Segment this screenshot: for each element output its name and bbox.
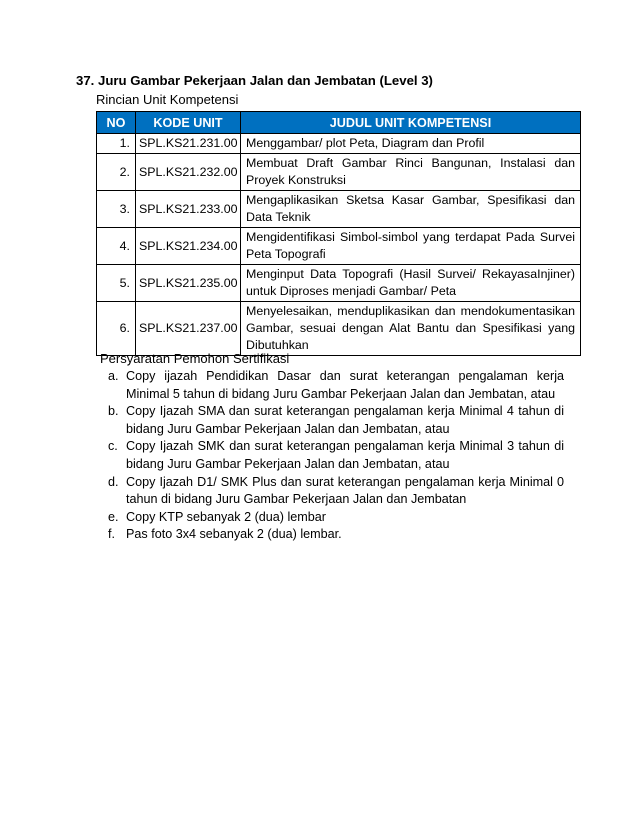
row-number: 3. (97, 191, 136, 228)
table-row (97, 302, 581, 356)
unit-code: SPL.KS21.234.00 (136, 228, 241, 265)
row-number: 4. (97, 228, 136, 265)
unit-code: SPL.KS21.233.00 (136, 191, 241, 228)
list-item (108, 438, 564, 473)
unit-code: SPL.KS21.231.00 (136, 134, 241, 154)
list-item-text: Copy Ijazah D1/ SMK Plus dan surat keterangan pengalaman kerja Minimal 0 tahun di bidang Juru Gambar Pekerjaan Jalan dan Jembatan (126, 474, 564, 507)
section-subtitle: Rincian Unit Kompetensi (96, 92, 239, 107)
unit-code: SPL.KS21.237.00 (136, 302, 241, 356)
list-item (108, 509, 564, 527)
list-item (108, 526, 564, 544)
list-item-text: Copy KTP sebanyak 2 (dua) lembar (126, 509, 326, 524)
list-item-text: Copy ijazah Pendidikan Dasar dan surat keterangan pengalaman kerja Minimal 5 tahun di bidang Juru Gambar Pekerjaan Jalan dan Jembatan, atau (126, 369, 564, 401)
row-number: 6. (97, 302, 136, 356)
list-marker: b. (108, 404, 119, 419)
column-header-title: JUDUL UNIT KOMPETENSI (241, 112, 581, 134)
list-item-text: Copy Ijazah SMK dan surat keterangan pengalaman kerja Minimal 3 tahun di bidang Juru Gambar Pekerjaan Jalan dan Jembatan, atau (126, 439, 564, 471)
table-row (97, 228, 581, 265)
table-row (97, 154, 581, 191)
requirements-list (108, 368, 564, 544)
unit-title: Mengidentifikasi Simbol-simbol yang terdapat Pada Survei Peta Topografi (241, 228, 581, 265)
unit-title: Mengaplikasikan Sketsa Kasar Gambar, Spesifikasi dan Data Teknik (241, 191, 581, 228)
unit-title: Menginput Data Topografi (Hasil Survei/ RekayasaInjiner) untuk Diproses menjadi Gambar/ Peta (241, 265, 581, 302)
unit-title: Menyelesaikan, menduplikasikan dan mendokumentasikan Gambar, sesuai dengan Alat Bantu dan Spesifikasi yang Dibutuhkan (241, 302, 581, 356)
list-marker: e. (108, 509, 119, 524)
section-title: 37. Juru Gambar Pekerjaan Jalan dan Jembatan (Level 3) (76, 73, 433, 88)
list-marker: f. (108, 527, 115, 542)
list-marker: a. (108, 369, 119, 383)
table-row (97, 191, 581, 228)
list-marker: d. (108, 474, 119, 489)
list-item (108, 368, 564, 403)
list-marker: c. (108, 439, 118, 454)
list-item (108, 474, 564, 509)
row-number: 5. (97, 265, 136, 302)
row-number: 2. (97, 154, 136, 191)
column-header-code: KODE UNIT (136, 112, 241, 134)
list-item (108, 403, 564, 438)
row-number: 1. (97, 134, 136, 154)
unit-code: SPL.KS21.235.00 (136, 265, 241, 302)
unit-title: Membuat Draft Gambar Rinci Bangunan, Instalasi dan Proyek Konstruksi (241, 154, 581, 191)
table-row (97, 265, 581, 302)
column-header-no: NO (97, 112, 136, 134)
table-row (97, 134, 581, 154)
list-item-text: Pas foto 3x4 sebanyak 2 (dua) lembar. (126, 527, 342, 542)
competency-units-table (96, 111, 581, 356)
unit-code: SPL.KS21.232.00 (136, 154, 241, 191)
unit-title: Menggambar/ plot Peta, Diagram dan Profil (241, 134, 581, 154)
requirements-title: Persyaratan Pemohon Sertifikasi (100, 351, 290, 366)
list-item-text: Copy Ijazah SMA dan surat keterangan pengalaman kerja Minimal 4 tahun di bidang Juru Gambar Pekerjaan Jalan dan Jembatan, atau (126, 404, 564, 436)
table-header-row (97, 112, 581, 134)
